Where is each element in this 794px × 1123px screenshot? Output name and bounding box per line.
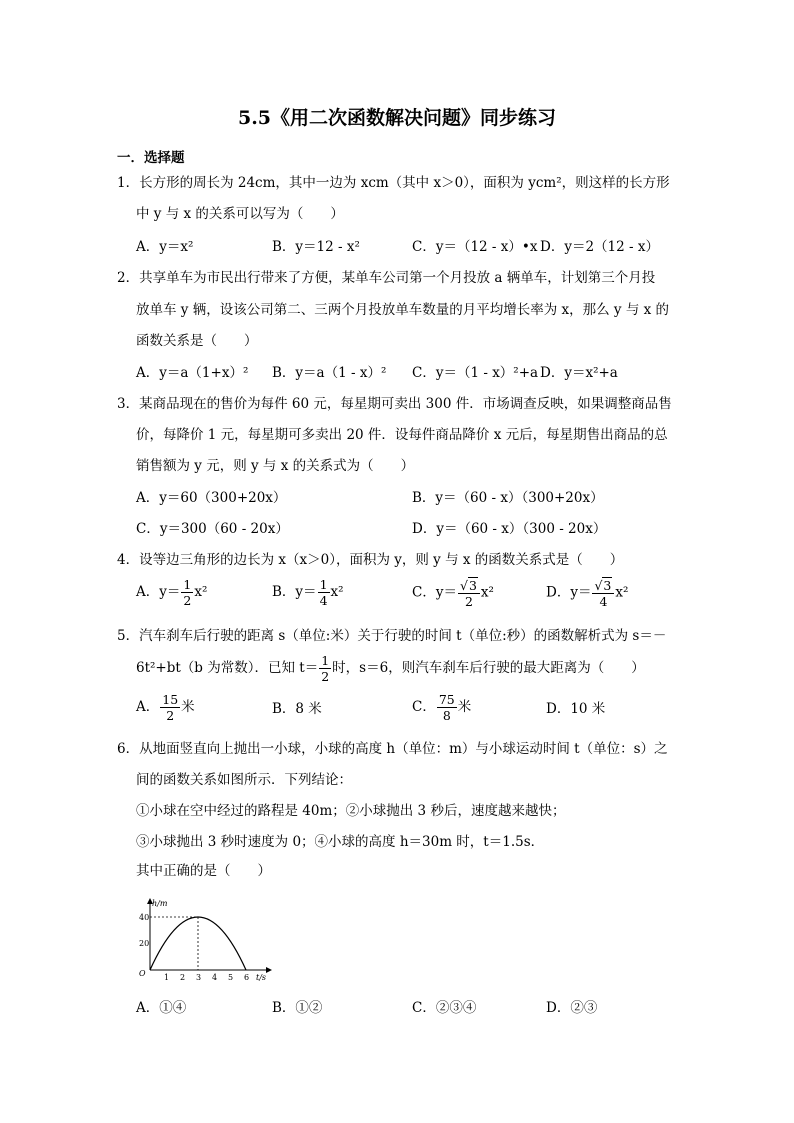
q6-stem-line1: 6．从地面竖直向上抛出一小球，小球的高度 h（单位：m）与小球运动时间 t（单位：s）之	[117, 741, 668, 757]
q5-option-d: D．10 米	[546, 701, 606, 717]
q4-a-suffix: x²	[194, 584, 208, 600]
q1-stem-line1: 1．长方形的周长为 24cm，其中一边为 xcm（其中 x＞0），面积为 ycm²，则这样的长方形	[117, 175, 670, 191]
q1-option-b: B．y＝12 - x²	[272, 239, 360, 255]
q4-option-b	[272, 577, 344, 608]
q6-option-c: C．②③④	[412, 1000, 477, 1016]
q6-stem-line2: 间的函数关系如图所示．下列结论：	[136, 772, 352, 788]
q6-option-b: B．①②	[272, 1000, 323, 1016]
q2-option-c: C．y＝（1 - x）²+a	[412, 365, 539, 381]
q3-option-d: D．y＝（60 - x）（300 - 20x）	[412, 521, 607, 537]
q2-option-d: D．y＝x²+a	[540, 365, 618, 381]
q4-d-fraction	[592, 577, 614, 609]
q5-a-fraction	[160, 692, 180, 723]
sqrt-symbol: √	[594, 578, 603, 593]
q3-option-c: C．y＝300（60 - 20x）	[136, 521, 289, 537]
y-tick-label: 20	[139, 939, 150, 948]
q6-stem-line3: ①小球在空中经过的路程是 40m；②小球抛出 3 秒后，速度越来越快；	[136, 803, 566, 819]
q5-stem-numerator: 1	[321, 653, 330, 668]
q5-c-prefix: C．	[412, 699, 436, 715]
q4-b-denominator: 4	[319, 593, 328, 608]
q3-stem-line1: 3．某商品现在的售价为每件 60 元，每星期可卖出 300 件．市场调查反映，如果调整商品售	[117, 396, 672, 412]
q6-stem-line5: 其中正确的是（ ）	[136, 863, 271, 879]
q1-option-a: A．y＝x²	[136, 239, 194, 255]
q6-option-d: D．②③	[546, 1000, 598, 1016]
q5-stem-fraction	[319, 653, 331, 684]
q4-c-denominator: 2	[464, 594, 473, 609]
q5-stem-line1: 5．汽车刹车后行驶的距离 s（单位:米）关于行驶的时间 t（单位:秒）的函数解析式为 s＝－	[117, 628, 667, 644]
q5-c-numerator: 75	[438, 692, 455, 707]
q3-stem-line2: 价，每降价 1 元，每星期可多卖出 20 件．设每件商品降价 x 元后，每星期售出商品的总	[136, 427, 668, 443]
q2-stem-line3: 函数关系是（ ）	[136, 333, 258, 349]
q4-c-numerator: 3	[468, 578, 477, 593]
q4-b-suffix: x²	[330, 584, 344, 600]
q2-stem-line1: 2．共享单车为市民出行带来了方便，某单车公司第一个月投放 a 辆单车，计划第三个月投	[117, 270, 656, 286]
q4-a-prefix: A．y＝	[136, 584, 181, 600]
x-tick-label: 6	[244, 973, 250, 982]
q5-stem-denominator: 2	[321, 669, 330, 684]
q4-option-d	[546, 577, 628, 609]
q5-a-suffix: 米	[181, 699, 195, 715]
x-tick-label: 5	[228, 973, 234, 982]
q3-option-a: A．y＝60（300+20x）	[136, 490, 287, 506]
q5-stem-text-b: 时，s＝6，则汽车刹车后行驶的最大距离为（ ）	[332, 660, 645, 676]
q4-b-fraction	[318, 577, 330, 608]
q4-a-numerator: 1	[183, 577, 192, 592]
q2-option-a: A．y＝a（1+x）²	[136, 365, 249, 381]
q4-c-suffix: x²	[480, 584, 494, 601]
x-tick-label: 2	[180, 973, 186, 982]
q1-option-c: C．y＝（12 - x）•x	[412, 239, 538, 255]
q4-c-fraction	[458, 577, 480, 609]
q5-option-b: B．8 米	[272, 701, 322, 717]
q2-stem-line2: 放单车 y 辆，设该公司第二、三两个月投放单车数量的月平均增长率为 x，那么 y 与 x 的	[136, 302, 670, 318]
q1-option-d: D．y＝2（12 - x）	[540, 239, 659, 255]
q4-d-prefix: D．y＝	[546, 584, 592, 601]
x-tick-label: 1	[164, 973, 170, 982]
q4-a-denominator: 2	[183, 593, 192, 608]
q3-stem-line3: 销售额为 y 元，则 y 与 x 的关系式为（ ）	[136, 458, 415, 474]
q3-option-b: B．y＝（60 - x）（300+20x）	[412, 490, 604, 506]
q5-stem-line2	[136, 653, 645, 684]
q5-c-suffix: 米	[457, 699, 472, 715]
q1-stem-line2: 中 y 与 x 的关系可以写为（ ）	[136, 206, 344, 222]
page-title: 5.5《用二次函数解决问题》同步练习	[237, 107, 557, 129]
q6-option-a: A．①④	[136, 1000, 187, 1016]
x-tick-label: 4	[212, 973, 218, 982]
q5-a-numerator: 15	[162, 692, 179, 707]
x-axis-arrow	[266, 967, 272, 973]
q5-option-c	[412, 692, 471, 723]
q4-b-prefix: B．y＝	[272, 584, 317, 600]
y-axis-label: h/m	[152, 899, 168, 908]
q4-option-a	[136, 577, 207, 608]
q5-stem-text-a: 6t²+bt（b 为常数）．已知 t＝	[136, 660, 319, 676]
q6-stem-line4: ③小球抛出 3 秒时速度为 0；④小球的高度 h＝30m 时，t＝1.5s．	[136, 834, 545, 850]
q4-d-denominator: 4	[599, 594, 608, 609]
q4-d-numerator: 3	[603, 578, 612, 593]
q4-c-prefix: C．y＝	[412, 584, 457, 601]
sqrt-symbol: √	[459, 578, 468, 593]
q5-c-fraction	[437, 692, 457, 723]
x-axis-label: t/s	[256, 973, 267, 982]
q4-option-c	[412, 577, 494, 609]
q2-option-b: B．y＝a（1 - x）²	[272, 365, 387, 381]
origin-label: O	[139, 969, 146, 978]
parabola-graph	[136, 896, 276, 986]
x-tick-label: 3	[196, 973, 202, 982]
q5-a-denominator: 2	[166, 708, 175, 723]
y-tick-label: 40	[139, 913, 150, 922]
q4-b-numerator: 1	[319, 577, 328, 592]
q4-stem: 4．设等边三角形的边长为 x（x＞0），面积为 y，则 y 与 x 的函数关系式是（ ）	[117, 552, 624, 568]
q5-c-denominator: 8	[442, 708, 451, 723]
q5-a-prefix: A．	[136, 699, 160, 715]
q5-option-a	[136, 692, 195, 723]
q4-d-suffix: x²	[615, 584, 629, 601]
q4-a-fraction	[181, 577, 193, 608]
section-heading: 一．选择题	[117, 150, 185, 166]
